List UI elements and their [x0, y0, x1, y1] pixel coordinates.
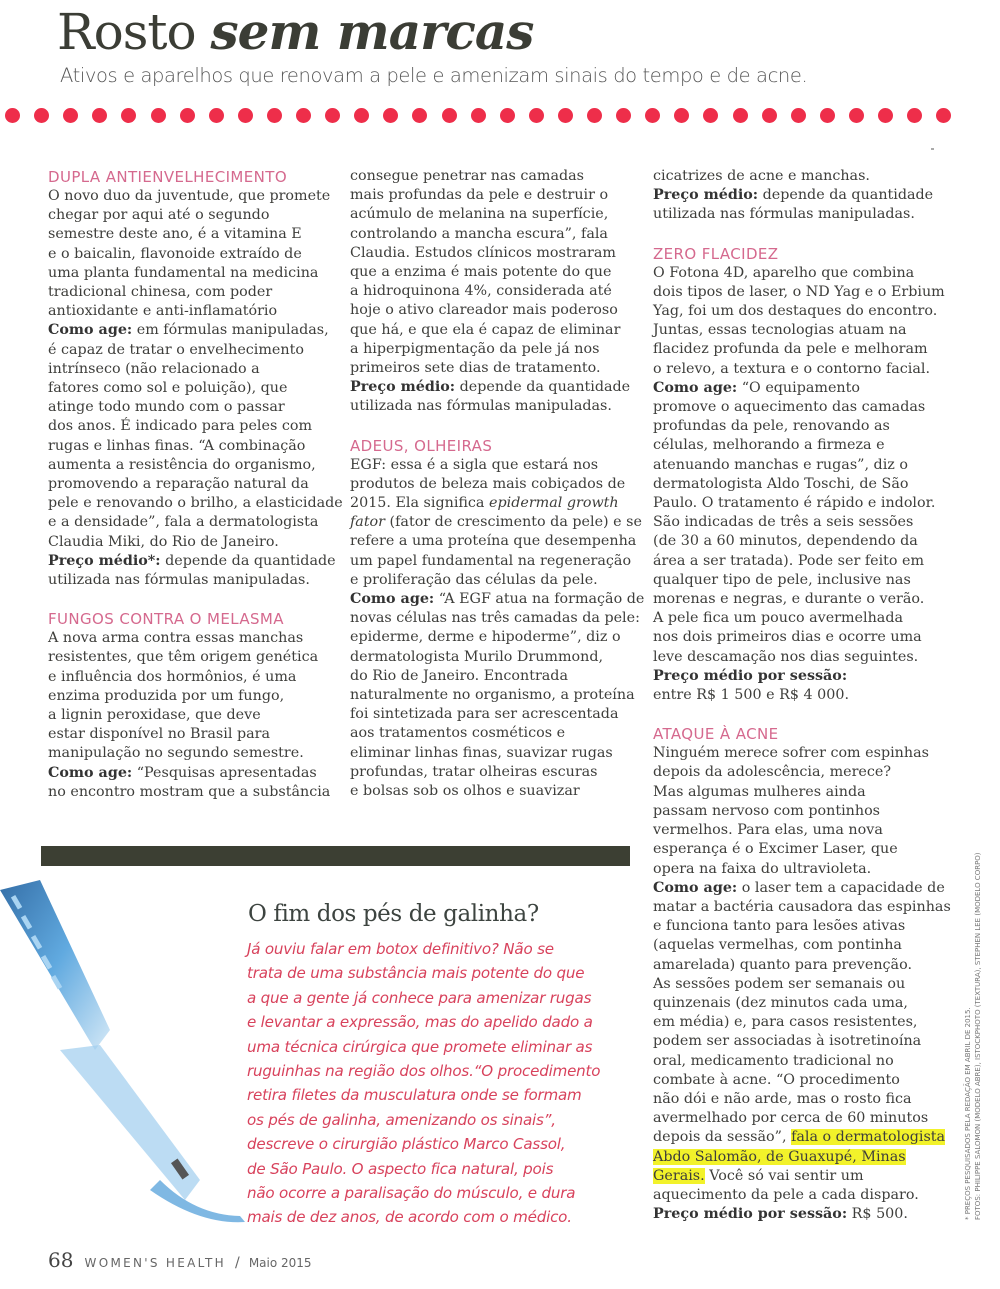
text-line: eliminar linhas finas, suavizar rugas [350, 744, 613, 761]
italic-term: fator [350, 514, 386, 531]
text-line: de São Paulo. O aspecto fica natural, pois [247, 1159, 554, 1178]
text-line: pele e renovando o brilho, a elasticidade [48, 495, 343, 512]
page-number: 68 [48, 1248, 74, 1272]
text-line: As sessões podem ser semanais ou [653, 975, 906, 992]
text-line: os pés de galinha, amenizando os sinais”, [247, 1110, 556, 1129]
divider-dot [442, 108, 457, 123]
section-head-flacidez: ZERO FLACIDEZ [653, 244, 779, 263]
preco-line-2: utilizada nas fórmulas manipuladas. [48, 572, 310, 589]
text-line: novas células nas três camadas da pele: [350, 610, 640, 627]
text-line: e levantar a expressão, mas do apelido dado a [247, 1013, 593, 1032]
body-line [350, 494, 644, 513]
text-line: primeiros sete dias de tratamento. [350, 360, 601, 377]
highlighted-text: fala o dermatologista [791, 1129, 946, 1146]
section-head-dupla: DUPLA ANTIENVELHECIMENTO [48, 168, 288, 186]
text-line: semestre deste ano, é a vitamina E [48, 226, 302, 243]
text-line: retira filetes da musculatura onde se formam [247, 1086, 582, 1105]
como-age-body [653, 898, 951, 1128]
text-line: em média) e, para casos resistentes, [653, 1014, 918, 1031]
registration-mark [931, 148, 934, 150]
text-line: é capaz de tratar o envelhecimento [48, 341, 304, 358]
body-line: produtos de beleza mais cobiçados de [350, 475, 626, 492]
preco-text: R$ 500. [847, 1206, 908, 1223]
como-age-line-2: no encontro mostram que a substância [48, 783, 331, 800]
section-head-fungos: FUNGOS CONTRA O MELASMA [48, 610, 284, 629]
text-line: tradicional chinesa, com poder [48, 284, 273, 301]
como-age-text: “O equipamento [737, 379, 860, 396]
footer-separator: / [235, 1255, 240, 1271]
text-line: promovendo a reparação natural da [48, 476, 309, 493]
text-line: o relevo, a textura e o contorno facial. [653, 360, 931, 377]
text-line: mais profundas da pele e destruir o [350, 187, 609, 204]
text-line: que a enzima é mais potente do que [350, 264, 612, 281]
body-line: EGF: essa é a sigla que estará nos [350, 456, 599, 473]
title-bold: sem marcas [210, 2, 534, 61]
divider-dot [791, 108, 806, 123]
box-divider-bar [41, 846, 630, 866]
text-line: promove o aquecimento das camadas [653, 399, 926, 416]
text-line: trata de uma substância mais potente do que [247, 964, 585, 983]
como-age-line [48, 321, 343, 340]
text-line: ruguinhas na região dos olhos.“O procedimento [247, 1062, 601, 1081]
divider-dot [209, 108, 224, 123]
section-body-acne [653, 744, 951, 878]
text-line: a hiperpigmentação da pele já nos [350, 340, 600, 357]
divider-dot [92, 108, 107, 123]
text-line: matar a bactéria causadora das espinhas [653, 898, 951, 915]
text-line: Juntas, essas tecnologias atuam na [653, 322, 907, 339]
text-line: A pele fica um pouco avermelhada [653, 610, 904, 627]
text-line: que há, e que ela é capaz de eliminar [350, 321, 621, 338]
text: depois da sessão”, [653, 1129, 792, 1146]
divider-dot [936, 108, 951, 123]
como-age-label: Como age: [653, 879, 738, 896]
text-line: e a densidade”, fala a dermatologista [48, 514, 319, 531]
preco-label: Preço médio por sessão: [653, 1206, 848, 1223]
divider-dot [674, 108, 689, 123]
article-subtitle: Ativos e aparelhos que renovam a pele e amenizam sinais do tempo e de acne. [60, 64, 808, 87]
section-body-olheiras [350, 532, 644, 590]
text-line: foi sintetizada para ser acrescentada [350, 706, 619, 723]
divider-dot [238, 108, 253, 123]
continued-text [350, 167, 644, 378]
text-line: leve descamação nos dias seguintes. [653, 648, 919, 665]
continued-text: cicatrizes de acne e manchas. [653, 168, 870, 184]
text-line: Já ouviu falar em botox definitivo? Não se [247, 940, 554, 958]
divider-dot [63, 108, 78, 123]
preco-value: entre R$ 1 500 e R$ 4 000. [653, 687, 850, 704]
text-line: (aquelas vermelhas, com pontinha [653, 937, 902, 954]
text-line: acúmulo de melanina na superfície, [350, 206, 609, 223]
dot-divider [5, 108, 965, 124]
como-age-text: em fórmulas manipuladas, [132, 322, 329, 339]
text-line: antioxidante e anti-inflamatório [48, 303, 278, 320]
divider-dot [471, 108, 486, 123]
text-line: uma técnica cirúrgica que promete eliminar as [247, 1037, 593, 1056]
column-1 [48, 167, 343, 802]
price-note: * PREÇOS PESQUISADOS PELA REDAÇÃO EM ABRIL DE 2015. [964, 1007, 972, 1220]
preco-line [653, 186, 951, 205]
preco-line [48, 552, 343, 571]
text-line: combate à acne. “O procedimento [653, 1071, 900, 1088]
text-line: uma planta fundamental na medicina [48, 264, 319, 281]
preco-line [653, 667, 951, 686]
divider-dot [34, 108, 49, 123]
divider-dot [733, 108, 748, 123]
body-line [350, 513, 644, 532]
como-age-text: o laser tem a capacidade de [737, 879, 945, 896]
text-line: passam nervoso com pontinhos [653, 802, 881, 819]
divider-dot [354, 108, 369, 123]
preco-line-2: utilizada nas fórmulas manipuladas. [653, 206, 915, 223]
preco-line [653, 1205, 951, 1224]
body-line: aquecimento da pele a cada disparo. [653, 1186, 919, 1203]
text-line: Claudia Miki, do Rio de Janeiro. [48, 533, 279, 550]
preco-line-2: utilizada nas fórmulas manipuladas. [350, 398, 612, 415]
text-line: oral, medicamento tradicional no [653, 1052, 894, 1069]
text-line: vermelhos. Para elas, uma nova [653, 822, 883, 839]
text-line: descreve o cirurgião plástico Marco Cassol, [247, 1135, 566, 1154]
divider-dot [412, 108, 427, 123]
como-age-text: “Pesquisas apresentadas [132, 764, 317, 781]
box-lines [247, 937, 600, 1230]
divider-dot [500, 108, 515, 123]
text-line: nos dois primeiros dias e ocorre uma [653, 629, 922, 646]
divider-dot [703, 108, 718, 123]
body-line [653, 1128, 951, 1147]
section-head-acne: ATAQUE À ACNE [653, 725, 779, 744]
text-line: não dói e não arde, mas o rosto fica [653, 1090, 912, 1107]
section-body-flacidez [653, 264, 951, 379]
divider-dot [878, 108, 893, 123]
como-age-label: Como age: [48, 764, 133, 781]
body-line [653, 1148, 951, 1167]
photo-credits [963, 852, 983, 1220]
divider-dot [383, 108, 398, 123]
text-line: e bolsas sob os olhos e suavizar [350, 783, 580, 800]
preco-label: Preço médio: [653, 187, 759, 204]
text-line: mais de dez anos, de acordo com o médico. [247, 1208, 572, 1227]
text-line: e funciona tanto para lesões ativas [653, 918, 906, 935]
text-line: A nova arma contra essas manchas [48, 630, 304, 647]
text-line: dois tipos de laser, o ND Yag e o Erbium [653, 283, 945, 300]
text-line: células, melhorando a firmeza e [653, 437, 885, 454]
scalpel-image [0, 880, 250, 1230]
column-2 [350, 167, 644, 801]
preco-label: Preço médio por sessão: [653, 667, 848, 684]
text-line: dos anos. É indicado para peles com [48, 418, 313, 435]
divider-dot [907, 108, 922, 123]
text-line: quinzenais (dez minutos cada uma, [653, 994, 908, 1011]
text-line: atenuando manchas e rugas”, diz o [653, 456, 908, 473]
text-line: flacidez profunda da pele e melhoram [653, 341, 928, 358]
text-line: esperança é o Excimer Laser, que [653, 841, 898, 858]
text-line: São indicadas de três a seis sessões [653, 514, 914, 531]
text-line: depois da adolescência, merece? [653, 764, 892, 781]
text-line: resistentes, que têm origem genética [48, 649, 319, 666]
text-line: intrínseco (não relacionado a [48, 360, 260, 377]
body-line [653, 1167, 951, 1186]
photo-credit-line: FOTOS: PHILIPPE SALOMON (MODELO ABRE), ISTOCKPHOTO (TEXTURA), STEPHEN LEE (MODELO CORPO) [974, 852, 982, 1220]
como-age-label: Como age: [653, 379, 738, 396]
divider-dot [296, 108, 311, 123]
text-line: naturalmente no organismo, a proteína [350, 687, 635, 704]
como-age-body [350, 609, 644, 801]
text-line: estar disponível no Brasil para [48, 726, 270, 743]
text-line: podem ser associadas à isotretinoína [653, 1033, 922, 1050]
text-line: a que a gente já conhece para amenizar rugas [247, 988, 592, 1007]
divider-dot [180, 108, 195, 123]
como-age-label: Como age: [350, 591, 435, 608]
text-line: Claudia. Estudos clínicos mostraram [350, 244, 616, 261]
section-body-fungos [48, 629, 343, 763]
preco-text: depende da quantidade [455, 379, 631, 396]
text-line: consegue penetrar nas camadas [350, 168, 584, 184]
divider-dot [645, 108, 660, 123]
text-line: e o baicalin, flavonoide extraído de [48, 245, 302, 262]
text-line: morenas e negras, e durante o verão. [653, 591, 925, 608]
box-body [247, 937, 600, 1230]
text-line: dermatologista Murilo Drummond, [350, 648, 604, 665]
text-line: um papel fundamental na regeneração [350, 552, 632, 569]
text-line: do Rio de Janeiro. Encontrada [350, 667, 568, 684]
text-line: controlando a mancha escura”, fala [350, 225, 608, 242]
text-line: profundas, tratar olheiras escuras [350, 763, 598, 780]
text: 2015. Ela significa [350, 495, 490, 512]
text-line: enzima produzida por um fungo, [48, 687, 285, 704]
divider-dot [5, 108, 20, 123]
text-line: a hidroquinona 4%, considerada até [350, 283, 612, 300]
text-line: aumenta a resistência do organismo, [48, 456, 316, 473]
preco-text: depende da quantidade [758, 187, 934, 204]
preco-label: Preço médio*: [48, 552, 161, 569]
como-age-body [48, 341, 343, 552]
text-line: Yag, foi um dos destaques do encontro. [653, 303, 938, 320]
magazine-name: WOMEN'S HEALTH [84, 1256, 226, 1270]
text-line: a lignin peroxidase, que deve [48, 707, 261, 724]
preco-label: Preço médio: [350, 379, 456, 396]
section-body-dupla [48, 187, 343, 321]
divider-dot [762, 108, 777, 123]
page-footer [48, 1248, 312, 1272]
text-line: hoje o ativo clareador mais poderoso [350, 302, 618, 319]
text-line: opera na faixa do ultravioleta. [653, 860, 872, 877]
italic-term: epidermal growth [489, 495, 619, 512]
text-line: rugas e linhas finas. “A combinação [48, 437, 306, 454]
preco-text: depende da quantidade [160, 552, 336, 569]
preco-line [350, 378, 644, 397]
text: (fator de crescimento da pele) e se [385, 514, 642, 531]
text-line: profundas da pele, renovando as [653, 418, 890, 435]
divider-dot [820, 108, 835, 123]
text-line: qualquer tipo de pele, inclusive nas [653, 571, 911, 588]
como-age-label: Como age: [48, 322, 133, 339]
como-age-line [653, 879, 951, 898]
text-line: epiderme, derme e hipoderme”, diz o [350, 629, 621, 646]
text: Você só vai sentir um [704, 1167, 864, 1184]
text-line: avermelhado por cerca de 60 minutos [653, 1110, 929, 1127]
text-line: chegar por aqui até o segundo [48, 207, 270, 224]
text-line: refere a uma proteína que desempenha [350, 533, 637, 550]
divider-dot [325, 108, 340, 123]
text-line: área a ser tratada). Pode ser feito em [653, 552, 925, 569]
text-line: Ninguém merece sofrer com espinhas [653, 745, 929, 762]
text-line: Paulo. O tratamento é rápido e indolor. [653, 495, 936, 512]
text-line: não ocorre a paralisação do músculo, e dura [247, 1184, 576, 1203]
text-line: atinge todo mundo com o passar [48, 399, 285, 416]
text-line: e proliferação das células da pele. [350, 571, 598, 588]
text-line: (de 30 a 60 minutos, dependendo da [653, 533, 918, 550]
column-3 [653, 167, 951, 1224]
como-age-text: “A EGF atua na formação de [434, 591, 645, 608]
text-line: manipulação no segundo semestre. [48, 745, 304, 762]
divider-dot [587, 108, 602, 123]
divider-dot [267, 108, 282, 123]
divider-dot [849, 108, 864, 123]
como-age-line [653, 379, 951, 398]
text-line: fatores como sol e poluição), que [48, 380, 288, 397]
como-age-line [48, 764, 343, 783]
text-line: amarelada) quanto para prevenção. [653, 956, 912, 973]
box-title: O fim dos pés de galinha? [248, 901, 539, 927]
article-title [57, 2, 533, 61]
text-line: Mas algumas mulheres ainda [653, 783, 866, 800]
text-line: O Fotona 4D, aparelho que combina [653, 264, 915, 281]
divider-dot [558, 108, 573, 123]
issue-date: Maio 2015 [248, 1256, 312, 1270]
highlighted-text: Abdo Salomão, de Guaxupé, Minas [653, 1148, 906, 1165]
title-light: Rosto [57, 3, 196, 61]
como-age-line [350, 590, 644, 609]
text-line: aos tratamentos cosméticos e [350, 725, 566, 742]
como-age-body [653, 398, 951, 667]
divider-dot [616, 108, 631, 123]
highlighted-text: Gerais. [653, 1167, 705, 1184]
divider-dot [121, 108, 136, 123]
section-head-olheiras: ADEUS, OLHEIRAS [350, 436, 493, 455]
divider-dot [151, 108, 166, 123]
text-line: O novo duo da juventude, que promete [48, 188, 331, 204]
text-line: dermatologista Aldo Toschi, de São [653, 475, 909, 492]
divider-dot [529, 108, 544, 123]
text-line: e influência dos hormônios, é uma [48, 668, 297, 685]
